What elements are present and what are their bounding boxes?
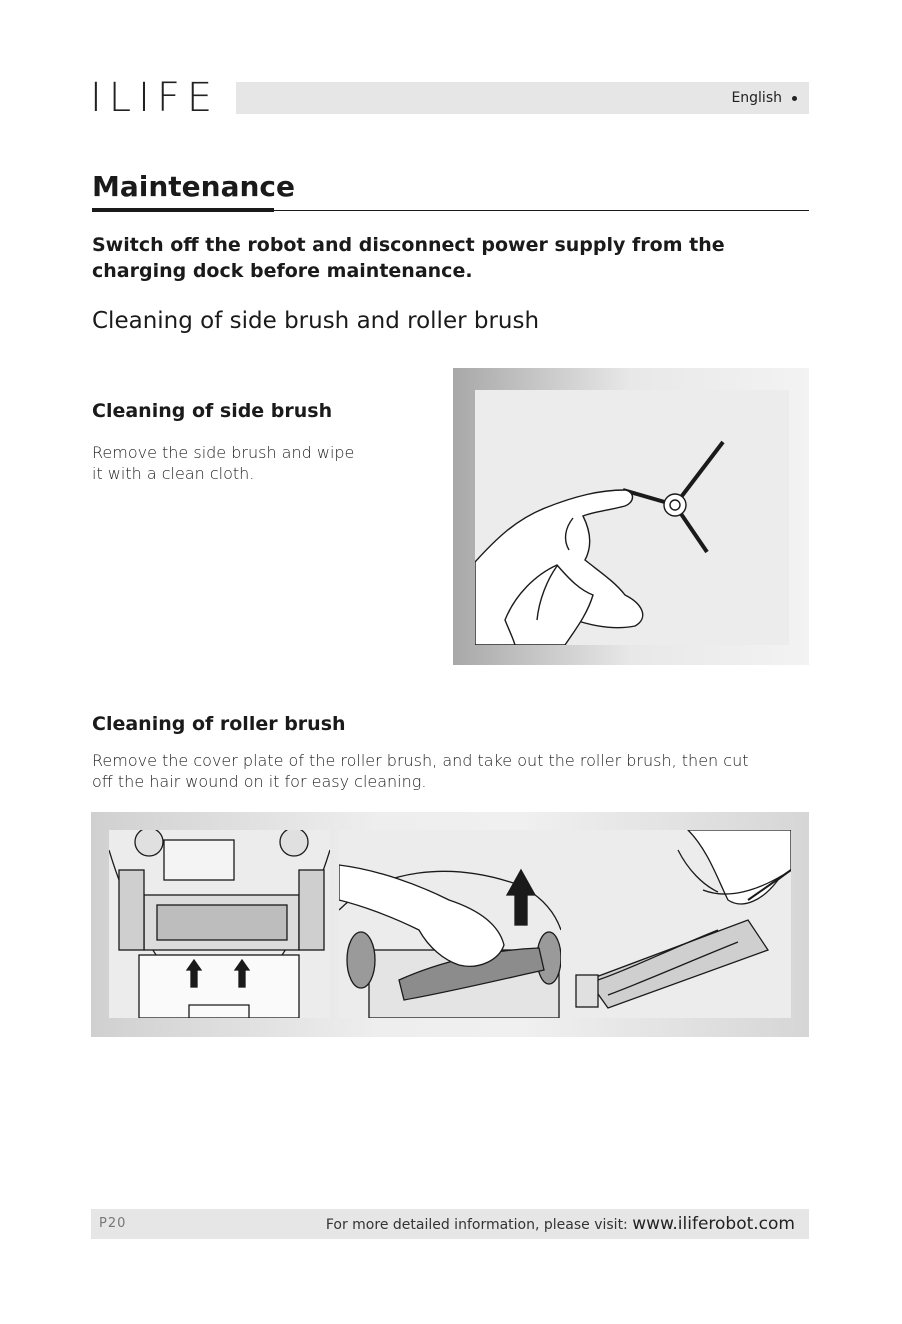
footer-info-text: For more detailed information, please visit: [325, 1217, 628, 1233]
remove-roller-icon [339, 830, 561, 1018]
robot-underside-panel [109, 830, 330, 1018]
remove-roller-panel [339, 830, 561, 1018]
language-label: English [731, 90, 782, 106]
brand-logo: ILIFE [90, 75, 220, 121]
side-brush-illustration-panel [475, 390, 789, 645]
side-brush-illustration [453, 368, 809, 665]
roller-brush-text-1: Remove the cover plate of the roller brush, and take out the roller brush, then cut [92, 751, 749, 770]
page-number: P20 [99, 1216, 127, 1231]
side-brush-heading: Cleaning of side brush [92, 400, 333, 422]
side-brush-text-1: Remove the side brush and wipe [92, 443, 355, 462]
side-brush-text-2: it with a clean cloth. [92, 464, 255, 483]
intro-text: Switch off the robot and disconnect power supply from the charging dock before maintenance. [92, 234, 725, 282]
header-bar [236, 82, 809, 114]
website-link[interactable]: www.iliferobot.com [632, 1214, 795, 1234]
hand-wiping-brush-icon [475, 390, 789, 645]
cut-hair-icon [568, 830, 791, 1018]
title-underline [92, 208, 274, 212]
roller-brush-illustrations [91, 812, 809, 1037]
cut-hair-panel [568, 830, 791, 1018]
bullet-icon [792, 96, 797, 101]
robot-underside-icon [109, 830, 330, 1018]
footer-bar [91, 1209, 809, 1239]
roller-brush-text-2: off the hair wound on it for easy cleaning. [92, 772, 427, 791]
section-heading: Cleaning of side brush and roller brush [92, 308, 540, 334]
roller-brush-heading: Cleaning of roller brush [92, 713, 346, 735]
title-rule [274, 210, 809, 211]
footer-info [326, 1214, 795, 1234]
page-title: Maintenance [92, 170, 296, 203]
